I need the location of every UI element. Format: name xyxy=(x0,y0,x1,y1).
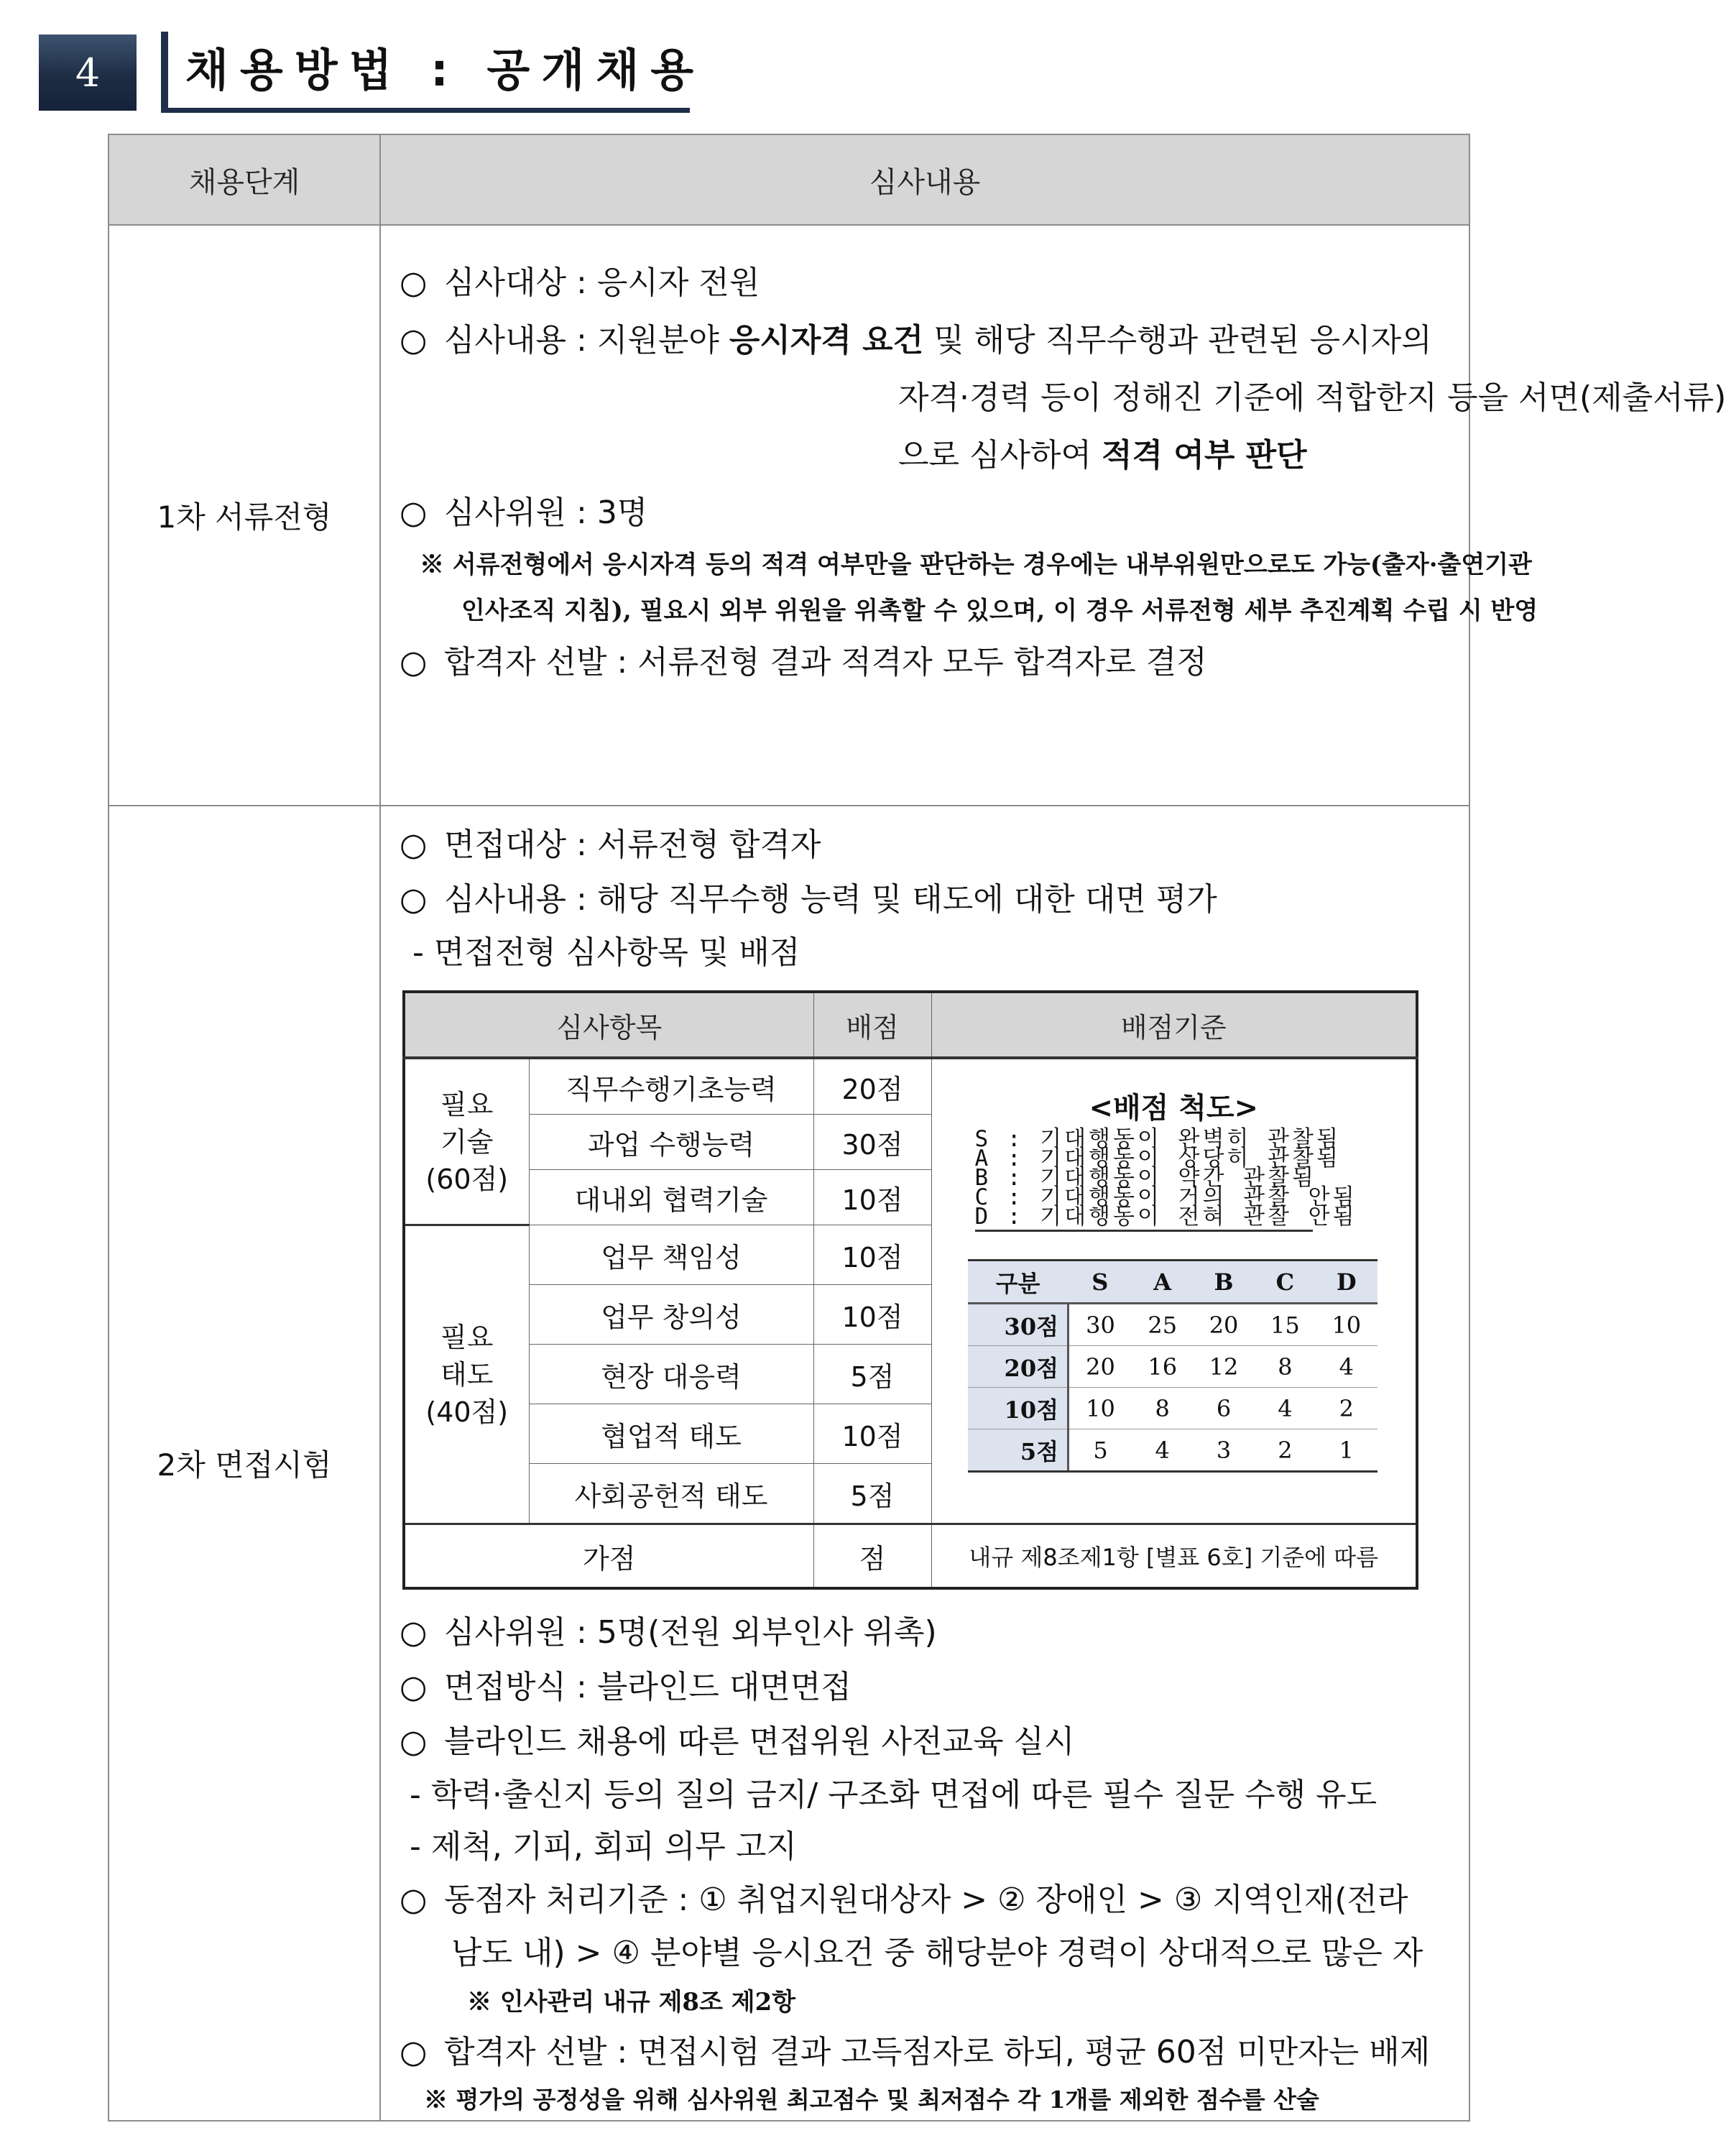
circle-icon: ○ xyxy=(400,2034,428,2070)
table-header-row xyxy=(109,134,1469,225)
bonus-criteria: 내규 제8조제1항 [별표 6호] 기준에 따름 xyxy=(931,1524,1417,1589)
item-name: 업무 책임성 xyxy=(529,1225,813,1285)
item-score: 30점 xyxy=(813,1115,931,1170)
item-name: 업무 창의성 xyxy=(529,1285,813,1345)
scale-item: D : 기대행동이 전혀 관찰 안됨 xyxy=(974,1204,1357,1230)
table-row: 5점 5 4 3 2 1 xyxy=(968,1429,1377,1472)
page-title: 채용방법 : 공개채용 xyxy=(185,44,706,96)
bonus-row xyxy=(404,1524,1417,1589)
circle-icon: ○ xyxy=(400,1723,428,1760)
title-accent-bar xyxy=(161,32,168,112)
stage1-content xyxy=(380,225,1726,806)
item-score: 10점 xyxy=(813,1170,931,1225)
list-item: ○ 심사위원 : 3명 xyxy=(381,484,1469,542)
scale-item: B : 기대행동이 약간 관찰됨 xyxy=(974,1165,1316,1191)
list-item: ○ 면접대상 : 서류전형 합격자 xyxy=(381,818,1469,872)
list-item: ○ 심사대상 : 응시자 전원 xyxy=(381,254,1469,312)
scale-item: A : 기대행동이 상당히 관찰됨 xyxy=(974,1146,1341,1171)
item-score: 10점 xyxy=(813,1404,931,1464)
circle-icon: ○ xyxy=(400,494,428,531)
circle-icon: ○ xyxy=(400,264,428,301)
recruitment-table xyxy=(108,134,1726,2122)
list-item-continued: 자격·경력 등이 정해진 기준에 적합한지 등을 서면(제출서류) xyxy=(898,379,1726,416)
list-item: ○ 합격자 선발 : 서류전형 결과 적격자 모두 합격자로 결정 xyxy=(381,634,1469,691)
table-row: 10점 10 8 6 4 2 xyxy=(968,1388,1377,1429)
note-line: ※ 인사관리 내규 제8조 제2항 xyxy=(467,1988,796,2017)
circle-icon: ○ xyxy=(400,644,428,681)
dash-item: - 제척, 기피, 회피 의무 고지 xyxy=(410,1828,797,1865)
list-item: ○ 심사내용 : 지원분야 응시자격 요건 및 해당 직무수행과 관련된 응시자의 xyxy=(381,312,1469,369)
section-number: 4 xyxy=(75,50,101,96)
scoring-criteria xyxy=(931,1058,1417,1524)
item-name: 직무수행기초능력 xyxy=(529,1058,813,1115)
item-score: 5점 xyxy=(813,1464,931,1524)
item-name: 과업 수행능력 xyxy=(529,1115,813,1170)
header-score: 배점 xyxy=(813,992,931,1058)
stage1-row xyxy=(109,225,1469,806)
circle-icon: ○ xyxy=(400,1669,428,1705)
item-score: 20점 xyxy=(813,1058,931,1115)
table-row: 구분 S A B C D xyxy=(968,1261,1377,1304)
item-name: 대내외 협력기술 xyxy=(529,1170,813,1225)
group-attitude: 필요 태도 (40점) xyxy=(404,1225,529,1524)
list-item: ○ 심사위원 : 5명(전원 외부인사 위촉) xyxy=(381,1606,1469,1660)
dash-item: - 학력·출신지 등의 질의 금지/ 구조화 면접에 따른 필수 질문 수행 유도 xyxy=(410,1777,1377,1813)
item-score: 5점 xyxy=(813,1345,931,1404)
scale-item: S : 기대행동이 완벽히 관찰됨 xyxy=(974,1126,1341,1152)
interview-criteria-table xyxy=(402,990,1418,1590)
note-line: ※ 평가의 공정성을 위해 심사위원 최고점수 및 최저점수 각 1개를 제외한 점수를 산술 xyxy=(424,2086,1319,2114)
circle-icon: ○ xyxy=(400,881,428,918)
scale-item: C : 기대행동이 거의 관찰 안됨 xyxy=(974,1184,1357,1210)
circle-icon: ○ xyxy=(400,1614,428,1651)
note-line: 인사조직 지침), 필요시 외부 위원을 위촉할 수 있으며, 이 경우 서류전형 세부 추진계획 수립 시 반영 xyxy=(461,596,1538,625)
list-item: ○ 동점자 처리기준 : ① 취업지원대상자 > ② 장애인 > ③ 지역인재(전라 xyxy=(381,1873,1469,1927)
note-line: ※ 서류전형에서 응시자격 등의 적격 여부만을 판단하는 경우에는 내부위원만으로도 가능(출자·출연기관 xyxy=(420,550,1532,579)
list-item: ○ 합격자 선발 : 면접시험 결과 고득점자로 하되, 평균 60점 미만자는 배제 xyxy=(381,2025,1469,2080)
item-name: 협업적 태도 xyxy=(529,1404,813,1464)
stage1-name: 1차 서류전형 xyxy=(109,225,380,806)
list-item-continued: 으로 심사하여 적격 여부 판단 xyxy=(898,437,1307,474)
header-item: 심사항목 xyxy=(404,992,813,1058)
header-criteria: 배점기준 xyxy=(931,992,1417,1058)
stage2-row xyxy=(109,806,1469,2121)
circle-icon: ○ xyxy=(400,826,428,863)
item-score: 10점 xyxy=(813,1285,931,1345)
bonus-score: 점 xyxy=(813,1524,931,1589)
list-item: ○ 블라인드 채용에 따른 면접위원 사전교육 실시 xyxy=(381,1715,1469,1769)
header-stage: 채용단계 xyxy=(109,134,380,225)
list-item-continued: 남도 내) > ④ 분야별 응시요건 중 해당분야 경력이 상대적으로 많은 자 xyxy=(451,1935,1423,1971)
table-row: 30점 30 25 20 15 10 xyxy=(968,1304,1377,1346)
circle-icon: ○ xyxy=(400,322,428,359)
interview-header-row xyxy=(404,992,1417,1058)
table-row: 20점 20 16 12 8 4 xyxy=(968,1346,1377,1388)
list-item: ○ 심사내용 : 해당 직무수행 능력 및 태도에 대한 대면 평가 xyxy=(381,872,1469,927)
table-row xyxy=(404,1058,1417,1115)
interview-table-wrap xyxy=(402,990,1416,1590)
section-number-badge xyxy=(39,34,137,111)
bonus-name: 가점 xyxy=(404,1524,813,1589)
item-name: 사회공헌적 태도 xyxy=(529,1464,813,1524)
scale-title: <배점 척도> xyxy=(1089,1091,1259,1125)
group-skill: 필요 기술 (60점) xyxy=(404,1058,529,1225)
circle-icon: ○ xyxy=(400,1881,428,1918)
list-item: ○ 면접방식 : 블라인드 대면면접 xyxy=(381,1660,1469,1715)
sub-heading: - 면접전형 심사항목 및 배점 xyxy=(412,934,800,971)
item-name: 현장 대응력 xyxy=(529,1345,813,1404)
header-content: 심사내용 xyxy=(380,134,1469,225)
title-underline xyxy=(161,108,690,113)
stage2-content xyxy=(380,806,1469,2121)
scale-list xyxy=(974,1126,1357,1232)
score-conversion-table xyxy=(968,1259,1377,1473)
item-score: 10점 xyxy=(813,1225,931,1285)
stage2-name: 2차 면접시험 xyxy=(109,806,380,2121)
